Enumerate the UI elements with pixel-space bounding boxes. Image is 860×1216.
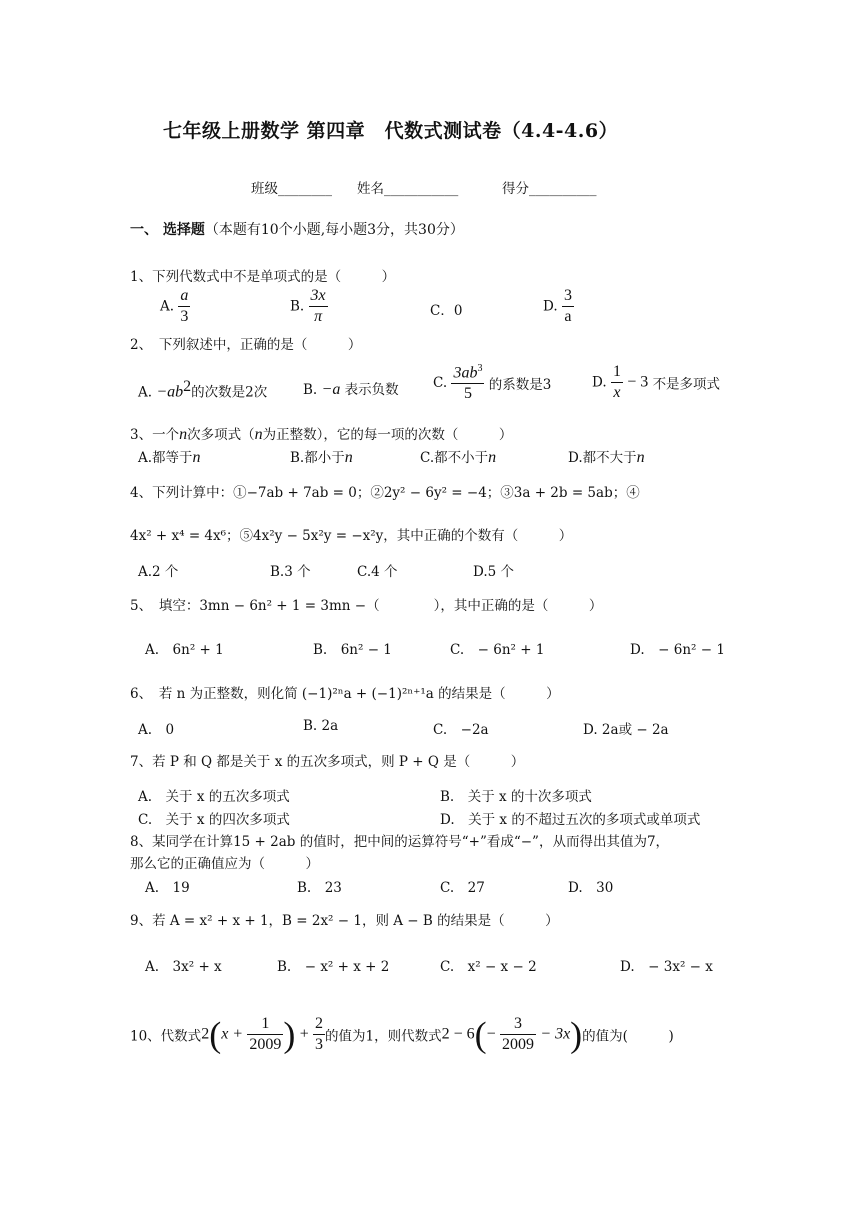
q2-option-c: C. $\frac{3ab^3}{5}$ 的系数是3 — [433, 363, 552, 403]
q5-option-d: D. − 6n² − 1 — [630, 642, 725, 658]
question-5-stem: 5、 填空：3mn − 6n² + 1 = 3mn −（ ），其中正确的是（ ） — [130, 598, 603, 614]
q7-option-c: C. 关于 x 的四次多项式 — [138, 812, 290, 828]
q9-option-a: A. 3x² + x — [145, 959, 222, 975]
q8-option-a: A. 19 — [145, 880, 190, 896]
q6-option-a: A. 0 — [138, 722, 175, 738]
question-1-stem: 1、下列代数式中不是单项式的是（ ） — [130, 269, 396, 285]
q1-option-a: A. $\frac{a}{3}$ — [160, 287, 189, 325]
q5-option-a: A. 6n² + 1 — [145, 642, 224, 658]
section-note: （本题有10个小题,每小题3分，共30分） — [204, 222, 464, 238]
section-heading — [130, 219, 464, 239]
q6-option-c: C. −2a — [433, 722, 489, 738]
q4-option-c: C.4 个 — [357, 564, 398, 580]
question-4-line-2: 4x² + x⁴ = 4x⁶；⑤4x²y − 5x²y = −x²y，其中正确的个数有（ ） — [130, 528, 573, 544]
q3-option-b: B.都小于n — [290, 449, 353, 466]
name-field[interactable]: 姓名___________ — [357, 181, 459, 197]
question-6-stem: 6、 若 n 为正整数，则化简 (−1)²ⁿa + (−1)²ⁿ⁺¹a 的结果是（ ） — [130, 686, 560, 702]
q6-option-b: B. 2a — [303, 718, 339, 734]
question-8-line-1: 8、某同学在计算15 + 2ab 的值时，把中间的运算符号“+”看成“−”，从而得出其值为7， — [130, 834, 670, 850]
q8-option-b: B. 23 — [297, 880, 342, 896]
page-title: 七年级上册数学 第四章 代数式测试卷（4.4-4.6） — [163, 120, 619, 142]
q6-option-d: D. 2a或 − 2a — [583, 722, 669, 738]
q1-option-c: C．0 — [430, 303, 463, 319]
question-10: 10、代数式2(x + $\frac{1}{2009}$ ) + $\frac{2}{3}$ 的值为1，则代数式2 − 6(− $\frac{3}{2009}$ − 3x)的值为( ) — [130, 1014, 674, 1055]
q9-option-c: C. x² − x − 2 — [440, 959, 537, 975]
q8-option-c: C. 27 — [440, 880, 485, 896]
q3-option-a: A.都等于n — [138, 449, 201, 466]
q5-option-c: C. − 6n² + 1 — [450, 642, 545, 658]
question-4-line-1: 4、下列计算中：①−7ab + 7ab = 0；②2y² − 6y² = −4；③3a + 2b = 5ab；④ — [130, 485, 640, 501]
q8-option-d: D. 30 — [568, 880, 614, 896]
question-8-line-2: 那么它的正确值应为（ ） — [130, 856, 319, 872]
question-9-stem: 9、若 A = x² + x + 1，B = 2x² − 1，则 A − B 的结果是（ ） — [130, 913, 559, 929]
q7-option-b: B. 关于 x 的十次多项式 — [440, 789, 592, 805]
class-field[interactable]: 班级________ — [251, 181, 332, 197]
q1-option-d: D. $\frac{3}{a}$ — [543, 287, 572, 325]
question-7-stem: 7、若 P 和 Q 都是关于 x 的五次多项式，则 P + Q 是（ ） — [130, 754, 525, 770]
q2-option-d: D. $\frac{1}{x}$ − 3 不是多项式 — [592, 363, 721, 401]
section-title: 一、 选择题 — [130, 222, 205, 238]
q7-option-a: A. 关于 x 的五次多项式 — [138, 789, 290, 805]
score-field[interactable]: 得分__________ — [502, 181, 597, 197]
q9-option-d: D. − 3x² − x — [620, 959, 713, 975]
q4-option-a: A.2 个 — [138, 564, 179, 580]
q7-option-d: D. 关于 x 的不超过五次的多项式或单项式 — [440, 812, 701, 828]
question-3-stem: 3、一个n次多项式（n为正整数），它的每一项的次数（ ） — [130, 426, 513, 443]
q4-option-b: B.3 个 — [270, 564, 311, 580]
q3-option-d: D.都不大于n — [568, 449, 645, 466]
question-2-stem: 2、 下列叙述中，正确的是（ ） — [130, 337, 362, 353]
q2-option-b: B. −a 表示负数 — [303, 381, 399, 398]
q3-option-c: C.都不小于n — [420, 449, 497, 466]
q1-option-b: B. $\frac{3x}{\pi}$ — [290, 287, 326, 325]
q2-option-a: A. $-ab^2$的次数是2次 — [138, 378, 268, 401]
q9-option-b: B. − x² + x + 2 — [277, 959, 390, 975]
q4-option-d: D.5 个 — [473, 564, 515, 580]
q5-option-b: B. 6n² − 1 — [313, 642, 392, 658]
